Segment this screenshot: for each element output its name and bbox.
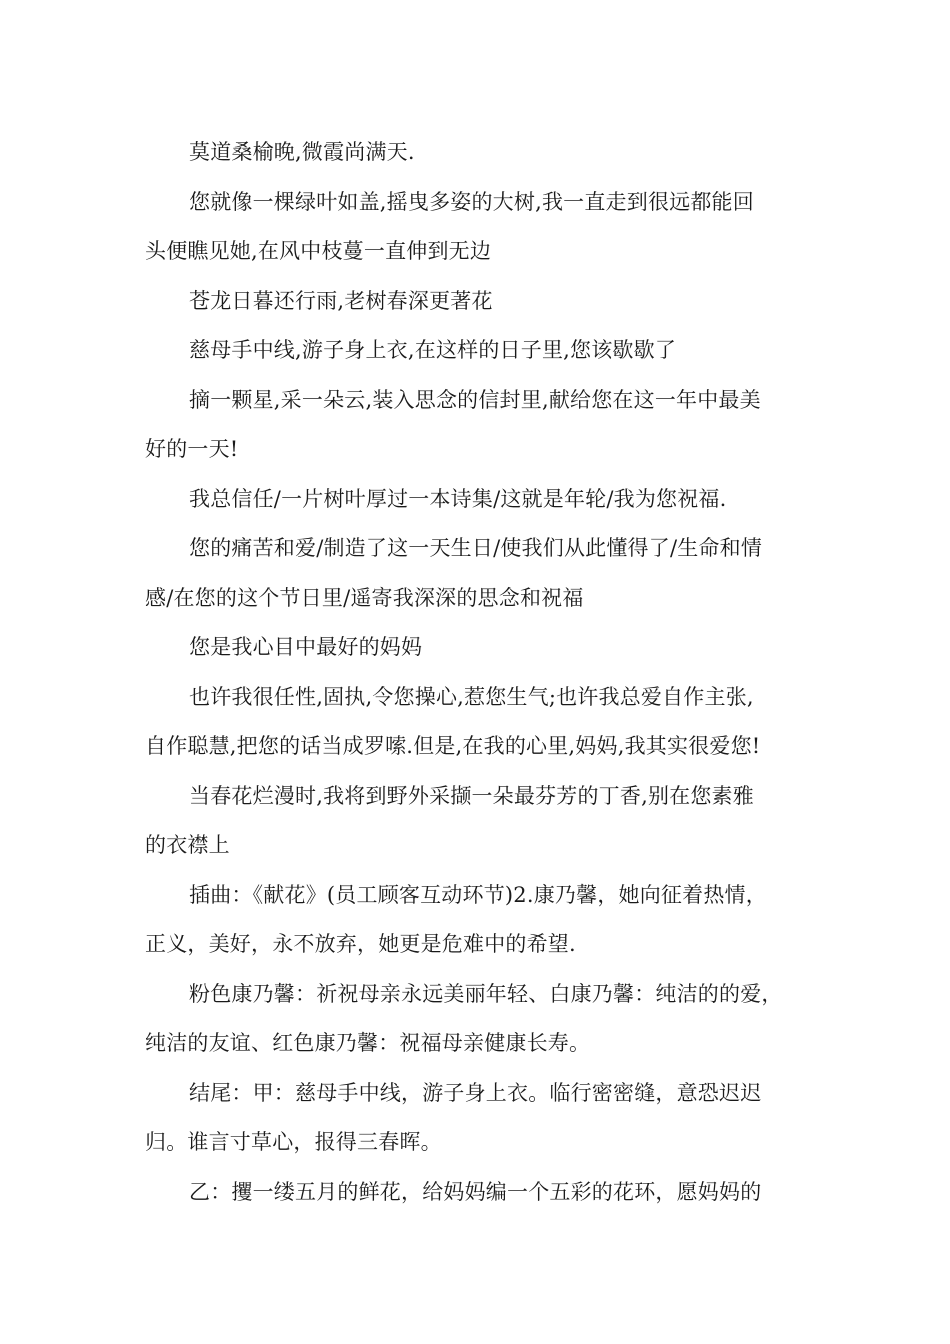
paragraph-line: 纯洁的友谊、红色康乃馨：祝福母亲健康长寿。 xyxy=(145,1031,591,1055)
paragraph-line: 您就像一棵绿叶如盖,摇曳多姿的大树,我一直走到很远都能回 xyxy=(189,189,754,214)
paragraph-line: 归。谁言寸草心，报得三春晖。 xyxy=(145,1130,442,1154)
paragraph xyxy=(145,871,815,970)
paragraph-line: 我总信任/一片树叶厚过一本诗集/这就是年轮/我为您祝福. xyxy=(189,486,727,511)
paragraph-line: 正义，美好，永不放弃，她更是危难中的希望. xyxy=(145,932,576,956)
paragraph xyxy=(145,128,815,178)
paragraph-line: 苍龙日暮还行雨,老树春深更著花 xyxy=(189,288,493,313)
paragraph-line: 插曲：《献花》(员工顾客互动环节)2.康乃馨，她向征着热情， xyxy=(189,882,767,907)
paragraph-line: 的衣襟上 xyxy=(145,833,230,857)
paragraph-line: 您的痛苦和爱/制造了这一天生日/使我们从此懂得了/生命和情 xyxy=(189,536,763,560)
paragraph-line: 当春花烂漫时,我将到野外采撷一朵最芬芳的丁香,别在您素雅 xyxy=(189,783,754,808)
paragraph-line: 头便瞧见她,在风中枝蔓一直伸到无边 xyxy=(145,239,492,263)
paragraph-line: 感/在您的这个节日里/遥寄我深深的思念和祝福 xyxy=(145,585,584,610)
paragraph-line: 您是我心目中最好的妈妈 xyxy=(189,635,423,659)
paragraph xyxy=(145,277,815,327)
paragraph xyxy=(145,970,815,1069)
paragraph xyxy=(145,1069,815,1168)
paragraph-line: 粉色康乃馨：祈祝母亲永远美丽年轻、白康乃馨：纯洁的的爱， xyxy=(189,981,783,1006)
paragraph-line: 也许我很任性,固执,令您操心,惹您生气;也许我总爱自作主张, xyxy=(189,684,754,709)
document-body xyxy=(145,128,815,1217)
paragraph xyxy=(145,376,815,475)
paragraph xyxy=(145,772,815,871)
paragraph-line: 慈母手中线,游子身上衣,在这样的日子里,您该歇歇了 xyxy=(189,338,677,362)
paragraph xyxy=(145,524,815,623)
paragraph xyxy=(145,178,815,277)
paragraph-line: 乙：攫一缕五月的鲜花，给妈妈编一个五彩的花环，愿妈妈的 xyxy=(189,1179,762,1204)
paragraph xyxy=(145,1168,815,1218)
paragraph-line: 莫道桑榆晚,微霞尚满天. xyxy=(189,140,415,164)
paragraph xyxy=(145,623,815,673)
paragraph xyxy=(145,673,815,772)
paragraph xyxy=(145,326,815,376)
paragraph-line: 自作聪慧,把您的话当成罗嗦.但是,在我的心里,妈妈,我其实很爱您! xyxy=(145,734,761,758)
paragraph-line: 好的一天! xyxy=(145,437,239,461)
paragraph-line: 结尾：甲：慈母手中线，游子身上衣。临行密密缝，意恐迟迟 xyxy=(189,1080,762,1105)
paragraph-line: 摘一颗星,采一朵云,装入思念的信封里,献给您在这一年中最美 xyxy=(189,387,761,412)
paragraph xyxy=(145,475,815,525)
